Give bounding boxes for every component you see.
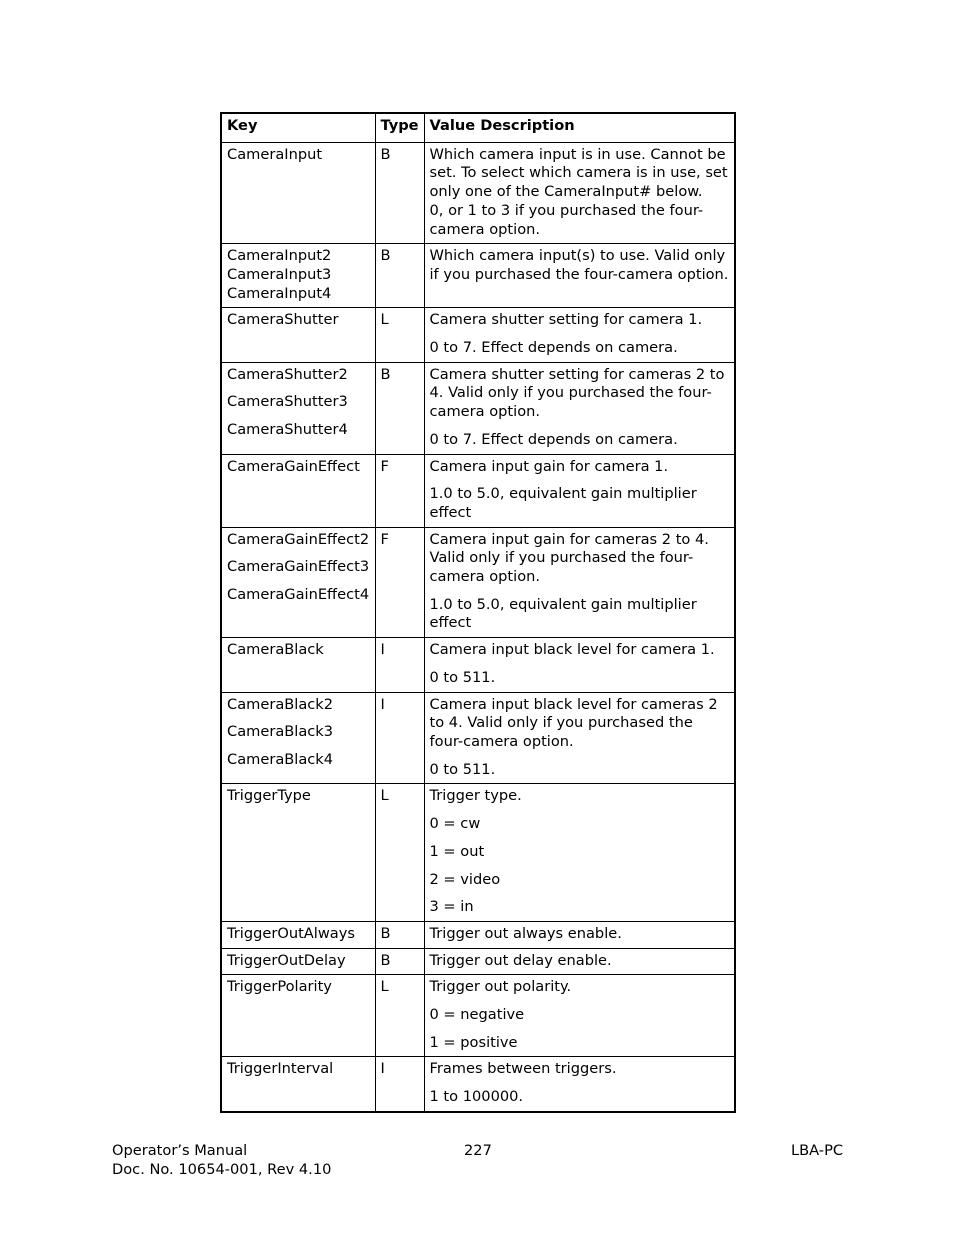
description-text: Camera input black level for cameras 2 to 4. Valid only if you purchased the four-camera option.	[429, 695, 718, 750]
description-text: 3 = in	[429, 898, 474, 916]
table-row	[221, 142, 735, 244]
type-cell: L	[375, 308, 424, 362]
table-row	[221, 921, 735, 948]
description-text: Which camera input is in use. Cannot be set. To select which camera is in use, set only one of the CameraInput# below.	[429, 145, 728, 201]
key-name: CameraInput4	[227, 284, 332, 302]
description-text: Camera shutter setting for cameras 2 to 4. Valid only if you purchased the four-camera option.	[429, 365, 725, 421]
key-name: CameraShutter4	[227, 421, 348, 439]
description-text: 0 = negative	[429, 1006, 525, 1024]
description-cell	[424, 308, 735, 362]
key-name: CameraGainEffect3	[227, 558, 370, 576]
key-cell	[221, 784, 375, 922]
type-cell: B	[375, 948, 424, 975]
footer-doc-number: Doc. No. 10654-001, Rev 4.10	[112, 1161, 332, 1178]
description-text: Trigger out polarity.	[429, 978, 572, 996]
key-cell	[221, 692, 375, 784]
description-text: Trigger out always enable.	[429, 924, 622, 942]
key-name: CameraShutter3	[227, 393, 348, 411]
key-name: CameraInput3	[227, 265, 332, 283]
key-name: CameraShutter2	[227, 365, 348, 383]
key-name: CameraBlack	[227, 641, 324, 659]
description-cell	[424, 948, 735, 975]
description-text: Frames between triggers.	[429, 1060, 617, 1078]
description-cell	[424, 527, 735, 638]
key-cell	[221, 362, 375, 454]
table-row	[221, 1057, 735, 1112]
type-cell: F	[375, 454, 424, 527]
type-cell: I	[375, 638, 424, 692]
key-name: CameraInput2	[227, 247, 332, 265]
table-row	[221, 244, 735, 308]
key-name: CameraBlack2	[227, 695, 334, 713]
type-cell: I	[375, 692, 424, 784]
description-cell	[424, 244, 735, 308]
table-row	[221, 527, 735, 638]
description-text: Camera input gain for cameras 2 to 4. Valid only if you purchased the four-camera option.	[429, 530, 709, 586]
type-cell: F	[375, 527, 424, 638]
key-cell	[221, 244, 375, 308]
description-text: 0 to 7. Effect depends on camera.	[429, 339, 678, 357]
table-row	[221, 308, 735, 362]
key-cell	[221, 527, 375, 638]
key-cell	[221, 948, 375, 975]
header-type: Type	[375, 113, 424, 142]
key-name: TriggerType	[227, 787, 311, 805]
type-cell: B	[375, 362, 424, 454]
parameter-table	[220, 112, 736, 1113]
key-cell	[221, 142, 375, 244]
description-cell	[424, 454, 735, 527]
description-cell	[424, 142, 735, 244]
table-row	[221, 454, 735, 527]
key-name: CameraBlack4	[227, 750, 334, 768]
header-value-description: Value Description	[424, 113, 735, 142]
description-text: 0, or 1 to 3 if you purchased the four-camera option.	[429, 201, 704, 238]
description-text: 1 = positive	[429, 1033, 518, 1051]
key-cell	[221, 1057, 375, 1112]
key-name: CameraGainEffect2	[227, 530, 370, 548]
key-cell	[221, 921, 375, 948]
key-name: TriggerInterval	[227, 1060, 334, 1078]
description-text: 2 = video	[429, 870, 501, 888]
description-cell	[424, 362, 735, 454]
type-cell: B	[375, 921, 424, 948]
description-text: 0 to 511.	[429, 760, 496, 778]
description-text: Camera input black level for camera 1.	[429, 641, 715, 659]
description-cell	[424, 692, 735, 784]
description-cell	[424, 975, 735, 1057]
footer-manual-title: Operator’s Manual	[112, 1142, 248, 1159]
description-text: Which camera input(s) to use. Valid only if you purchased the four-camera option.	[429, 247, 729, 283]
table-row	[221, 638, 735, 692]
type-cell: L	[375, 975, 424, 1057]
description-cell	[424, 1057, 735, 1112]
key-name: CameraInput	[227, 145, 323, 163]
key-name: TriggerOutDelay	[227, 951, 346, 969]
header-key: Key	[221, 113, 375, 142]
description-text: Camera input gain for camera 1.	[429, 457, 669, 475]
key-cell	[221, 454, 375, 527]
key-cell	[221, 638, 375, 692]
page-number: 227	[464, 1142, 492, 1159]
description-cell	[424, 638, 735, 692]
footer-left	[112, 1141, 331, 1179]
description-text: Trigger out delay enable.	[429, 951, 612, 969]
description-cell	[424, 784, 735, 922]
type-cell: B	[375, 142, 424, 244]
description-cell	[424, 921, 735, 948]
table-header-row	[221, 113, 735, 142]
table-row	[221, 784, 735, 922]
description-text: 1 = out	[429, 842, 485, 860]
key-name: CameraShutter	[227, 311, 339, 329]
description-text: 0 to 7. Effect depends on camera.	[429, 430, 678, 448]
description-text: 0 to 511.	[429, 668, 496, 686]
table-row	[221, 948, 735, 975]
key-cell	[221, 975, 375, 1057]
description-text: Trigger type.	[429, 787, 522, 805]
description-text: 1.0 to 5.0, equivalent gain multiplier effect	[429, 595, 697, 632]
key-name: TriggerOutAlways	[227, 924, 355, 942]
table-row	[221, 975, 735, 1057]
key-name: CameraGainEffect4	[227, 586, 370, 604]
key-name: CameraBlack3	[227, 723, 334, 741]
type-cell: B	[375, 244, 424, 308]
type-cell: L	[375, 784, 424, 922]
key-name: TriggerPolarity	[227, 978, 332, 996]
description-text: 1 to 100000.	[429, 1088, 524, 1106]
table-row	[221, 362, 735, 454]
footer-product: LBA-PC	[791, 1142, 844, 1159]
description-text: Camera shutter setting for camera 1.	[429, 311, 703, 329]
key-cell	[221, 308, 375, 362]
description-text: 0 = cw	[429, 815, 481, 833]
key-name: CameraGainEffect	[227, 457, 360, 475]
table-row	[221, 692, 735, 784]
description-text: 1.0 to 5.0, equivalent gain multiplier effect	[429, 485, 697, 521]
type-cell: I	[375, 1057, 424, 1112]
